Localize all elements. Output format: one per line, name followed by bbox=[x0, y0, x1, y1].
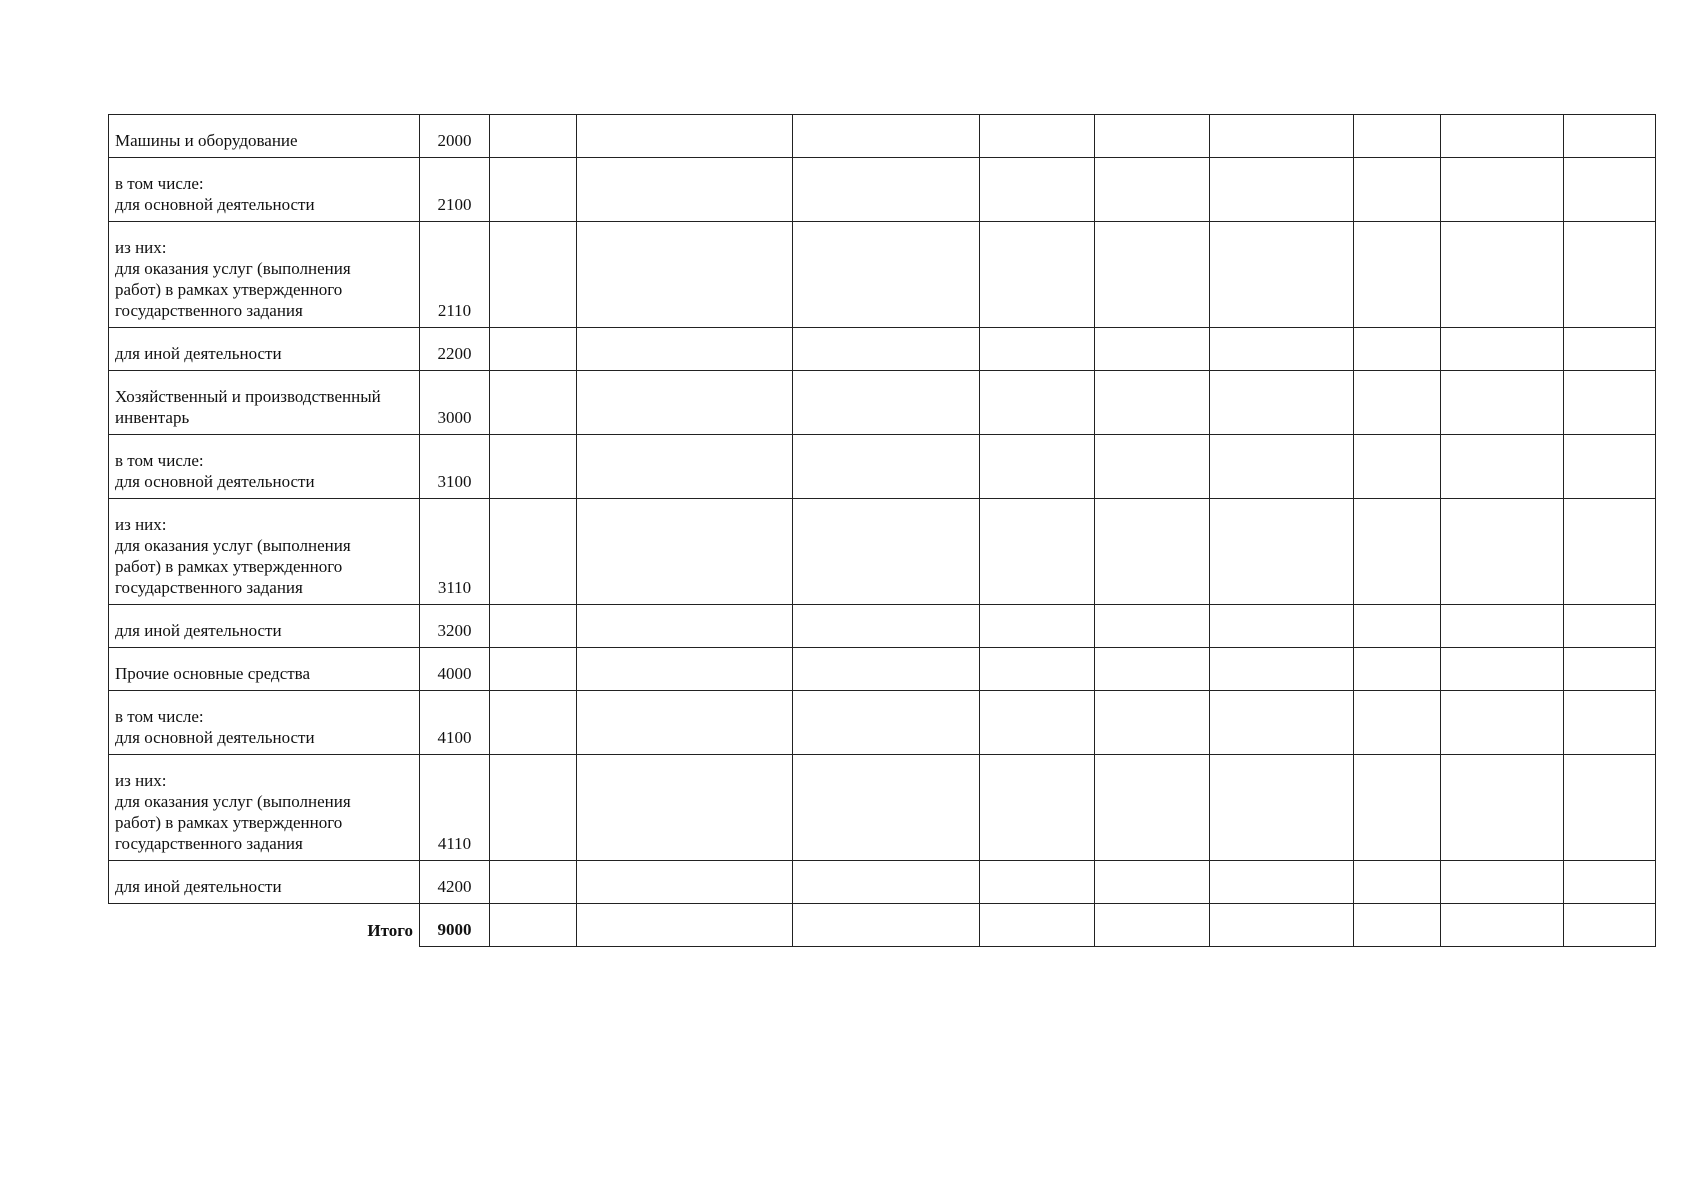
empty-cell bbox=[1354, 605, 1441, 648]
empty-cell bbox=[1441, 499, 1564, 605]
empty-cell bbox=[1441, 435, 1564, 499]
empty-cell bbox=[490, 371, 577, 435]
table-row bbox=[109, 328, 1656, 371]
row-code: 4200 bbox=[420, 861, 490, 904]
empty-cell bbox=[577, 691, 793, 755]
empty-cell bbox=[793, 435, 980, 499]
empty-cell bbox=[490, 158, 577, 222]
empty-cell bbox=[490, 861, 577, 904]
empty-cell bbox=[980, 435, 1095, 499]
empty-cell bbox=[577, 435, 793, 499]
table-row bbox=[109, 648, 1656, 691]
row-code: 3200 bbox=[420, 605, 490, 648]
empty-cell bbox=[1210, 222, 1354, 328]
empty-cell bbox=[980, 158, 1095, 222]
empty-cell bbox=[1095, 691, 1210, 755]
total-code: 9000 bbox=[420, 904, 490, 947]
empty-cell bbox=[1354, 158, 1441, 222]
empty-cell bbox=[1354, 371, 1441, 435]
table-row bbox=[109, 115, 1656, 158]
empty-cell bbox=[793, 904, 980, 947]
empty-cell bbox=[1210, 904, 1354, 947]
empty-cell bbox=[1564, 691, 1656, 755]
row-code: 2000 bbox=[420, 115, 490, 158]
empty-cell bbox=[1095, 371, 1210, 435]
row-name: из них: для оказания услуг (выполнения работ) в рамках утвержденного государственного задания bbox=[109, 755, 420, 861]
table-row bbox=[109, 755, 1656, 861]
row-name: Прочие основные средства bbox=[109, 648, 420, 691]
empty-cell bbox=[980, 755, 1095, 861]
empty-cell bbox=[1095, 435, 1210, 499]
empty-cell bbox=[490, 605, 577, 648]
empty-cell bbox=[793, 861, 980, 904]
empty-cell bbox=[793, 648, 980, 691]
empty-cell bbox=[793, 605, 980, 648]
row-code: 4110 bbox=[420, 755, 490, 861]
empty-cell bbox=[1210, 435, 1354, 499]
row-code: 2200 bbox=[420, 328, 490, 371]
empty-cell bbox=[1095, 605, 1210, 648]
row-name: для иной деятельности bbox=[109, 605, 420, 648]
empty-cell bbox=[577, 499, 793, 605]
empty-cell bbox=[1095, 648, 1210, 691]
empty-cell bbox=[490, 755, 577, 861]
empty-cell bbox=[793, 691, 980, 755]
empty-cell bbox=[1095, 328, 1210, 371]
empty-cell bbox=[1354, 328, 1441, 371]
row-name: для иной деятельности bbox=[109, 861, 420, 904]
empty-cell bbox=[1441, 115, 1564, 158]
empty-cell bbox=[577, 115, 793, 158]
empty-cell bbox=[577, 648, 793, 691]
row-name: для иной деятельности bbox=[109, 328, 420, 371]
table-row bbox=[109, 371, 1656, 435]
empty-cell bbox=[490, 648, 577, 691]
row-name: Хозяйственный и производственный инвентарь bbox=[109, 371, 420, 435]
row-code: 2110 bbox=[420, 222, 490, 328]
empty-cell bbox=[1354, 755, 1441, 861]
row-code: 4000 bbox=[420, 648, 490, 691]
row-name: в том числе: для основной деятельности bbox=[109, 435, 420, 499]
empty-cell bbox=[1441, 222, 1564, 328]
empty-cell bbox=[1210, 115, 1354, 158]
empty-cell bbox=[980, 499, 1095, 605]
empty-cell bbox=[1095, 499, 1210, 605]
row-code: 4100 bbox=[420, 691, 490, 755]
empty-cell bbox=[1441, 904, 1564, 947]
empty-cell bbox=[1354, 904, 1441, 947]
table-body bbox=[109, 115, 1656, 947]
empty-cell bbox=[490, 499, 577, 605]
empty-cell bbox=[577, 605, 793, 648]
empty-cell bbox=[980, 605, 1095, 648]
row-name: в том числе: для основной деятельности bbox=[109, 158, 420, 222]
empty-cell bbox=[1210, 861, 1354, 904]
empty-cell bbox=[793, 371, 980, 435]
row-code: 3110 bbox=[420, 499, 490, 605]
empty-cell bbox=[490, 115, 577, 158]
empty-cell bbox=[1441, 328, 1564, 371]
empty-cell bbox=[490, 222, 577, 328]
empty-cell bbox=[980, 904, 1095, 947]
empty-cell bbox=[1441, 371, 1564, 435]
empty-cell bbox=[793, 115, 980, 158]
empty-cell bbox=[980, 115, 1095, 158]
empty-cell bbox=[1210, 371, 1354, 435]
empty-cell bbox=[980, 328, 1095, 371]
empty-cell bbox=[1441, 755, 1564, 861]
empty-cell bbox=[1210, 328, 1354, 371]
empty-cell bbox=[577, 158, 793, 222]
empty-cell bbox=[1354, 435, 1441, 499]
empty-cell bbox=[980, 222, 1095, 328]
empty-cell bbox=[1095, 115, 1210, 158]
row-name: Машины и оборудование bbox=[109, 115, 420, 158]
empty-cell bbox=[793, 158, 980, 222]
table-row bbox=[109, 499, 1656, 605]
empty-cell bbox=[490, 904, 577, 947]
empty-cell bbox=[490, 328, 577, 371]
empty-cell bbox=[980, 371, 1095, 435]
total-row bbox=[109, 904, 1656, 947]
assets-table bbox=[108, 114, 1656, 947]
empty-cell bbox=[1354, 861, 1441, 904]
empty-cell bbox=[1564, 328, 1656, 371]
empty-cell bbox=[1210, 691, 1354, 755]
empty-cell bbox=[577, 755, 793, 861]
empty-cell bbox=[1441, 861, 1564, 904]
empty-cell bbox=[1210, 605, 1354, 648]
empty-cell bbox=[1564, 861, 1656, 904]
row-code: 3000 bbox=[420, 371, 490, 435]
empty-cell bbox=[1210, 158, 1354, 222]
empty-cell bbox=[490, 691, 577, 755]
empty-cell bbox=[1441, 691, 1564, 755]
table-row bbox=[109, 605, 1656, 648]
table-row bbox=[109, 691, 1656, 755]
empty-cell bbox=[980, 861, 1095, 904]
empty-cell bbox=[1441, 605, 1564, 648]
row-name: из них: для оказания услуг (выполнения работ) в рамках утвержденного государственного задания bbox=[109, 222, 420, 328]
table-row bbox=[109, 861, 1656, 904]
row-code: 3100 bbox=[420, 435, 490, 499]
table-row bbox=[109, 222, 1656, 328]
empty-cell bbox=[1354, 691, 1441, 755]
empty-cell bbox=[1441, 648, 1564, 691]
empty-cell bbox=[577, 371, 793, 435]
row-code: 2100 bbox=[420, 158, 490, 222]
empty-cell bbox=[1095, 861, 1210, 904]
empty-cell bbox=[577, 328, 793, 371]
empty-cell bbox=[1210, 755, 1354, 861]
empty-cell bbox=[1441, 158, 1564, 222]
empty-cell bbox=[980, 648, 1095, 691]
empty-cell bbox=[793, 499, 980, 605]
empty-cell bbox=[1095, 904, 1210, 947]
empty-cell bbox=[1564, 605, 1656, 648]
empty-cell bbox=[490, 435, 577, 499]
empty-cell bbox=[1564, 371, 1656, 435]
empty-cell bbox=[1354, 499, 1441, 605]
empty-cell bbox=[793, 328, 980, 371]
empty-cell bbox=[1354, 222, 1441, 328]
empty-cell bbox=[1564, 435, 1656, 499]
empty-cell bbox=[1095, 222, 1210, 328]
row-name: в том числе: для основной деятельности bbox=[109, 691, 420, 755]
empty-cell bbox=[1564, 648, 1656, 691]
empty-cell bbox=[1354, 648, 1441, 691]
empty-cell bbox=[1564, 222, 1656, 328]
empty-cell bbox=[577, 904, 793, 947]
empty-cell bbox=[980, 691, 1095, 755]
empty-cell bbox=[1354, 115, 1441, 158]
empty-cell bbox=[1564, 499, 1656, 605]
empty-cell bbox=[577, 861, 793, 904]
empty-cell bbox=[1564, 755, 1656, 861]
table-row bbox=[109, 158, 1656, 222]
empty-cell bbox=[1095, 755, 1210, 861]
empty-cell bbox=[1210, 648, 1354, 691]
empty-cell bbox=[1564, 904, 1656, 947]
empty-cell bbox=[1564, 115, 1656, 158]
empty-cell bbox=[577, 222, 793, 328]
total-label: Итого bbox=[109, 904, 420, 947]
empty-cell bbox=[793, 222, 980, 328]
empty-cell bbox=[793, 755, 980, 861]
empty-cell bbox=[1210, 499, 1354, 605]
table-row bbox=[109, 435, 1656, 499]
empty-cell bbox=[1564, 158, 1656, 222]
empty-cell bbox=[1095, 158, 1210, 222]
row-name: из них: для оказания услуг (выполнения работ) в рамках утвержденного государственного задания bbox=[109, 499, 420, 605]
